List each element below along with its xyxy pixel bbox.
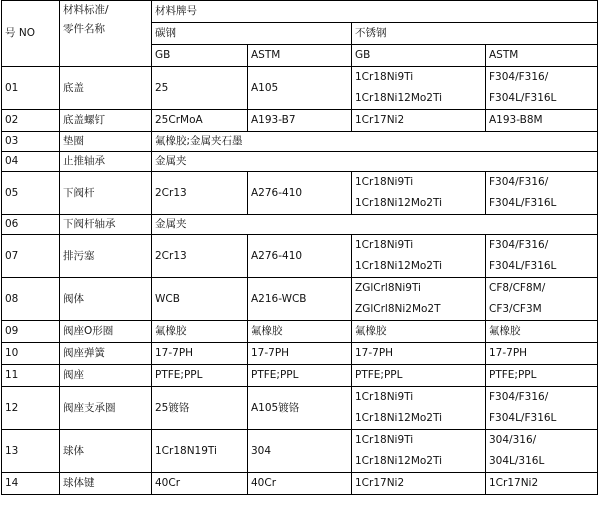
cell-line: F304/F316/ [489, 239, 549, 251]
table-row [2, 110, 598, 132]
row-carbon-gb: 17-7PH [152, 343, 248, 365]
cell-line: 1Cr18Ni9Ti [355, 391, 414, 403]
cell-line: F304/F316/ [489, 71, 549, 83]
table-row [2, 387, 598, 430]
row-stainless-gb [352, 430, 486, 473]
row-carbon-gb: 1Cr18N19Ti [152, 430, 248, 473]
table-row [2, 67, 598, 110]
row-no: 02 [2, 110, 60, 132]
cell-line: 304/316/ [489, 434, 537, 446]
row-stainless-astm [486, 110, 598, 132]
header-carbon-steel: 碳钢 [152, 23, 352, 45]
row-stainless-astm [486, 172, 598, 215]
row-part-name: 垫圈 [60, 132, 152, 152]
table-row [2, 343, 598, 365]
row-carbon-astm: 304 [248, 430, 352, 473]
cell-line: F304/F316/ [489, 391, 549, 403]
table-row [2, 473, 598, 495]
row-stainless-astm [486, 387, 598, 430]
table-row [2, 430, 598, 473]
row-carbon-gb: WCB [152, 278, 248, 321]
table-row [2, 321, 598, 343]
row-stainless-gb [352, 278, 486, 321]
cell-line: CF8/CF8M/ [489, 282, 546, 294]
header-part-line1: 材料标准/ [63, 4, 109, 16]
cell-line: PTFE;PPL [355, 369, 403, 381]
row-stainless-astm [486, 321, 598, 343]
row-carbon-astm: 17-7PH [248, 343, 352, 365]
cell-line: 1Cr18Ni9Ti [355, 176, 414, 188]
row-no: 10 [2, 343, 60, 365]
table-row [2, 172, 598, 215]
header-no: 号 NO [2, 1, 60, 67]
row-material-all: 金属夹 [152, 215, 598, 235]
row-stainless-astm [486, 67, 598, 110]
row-carbon-astm: A193-B7 [248, 110, 352, 132]
row-no: 06 [2, 215, 60, 235]
row-carbon-astm: A105镀铬 [248, 387, 352, 430]
cell-line: F304L/F316L [489, 260, 557, 272]
table-row [2, 152, 598, 172]
row-part-name: 下阀杆 [60, 172, 152, 215]
row-stainless-gb [352, 387, 486, 430]
row-material-all: 金属夹 [152, 152, 598, 172]
row-carbon-astm: A276-410 [248, 172, 352, 215]
row-carbon-gb: 25 [152, 67, 248, 110]
row-part-name: 止推轴承 [60, 152, 152, 172]
header-carbon-gb: GB [152, 45, 248, 67]
cell-line: 1Cr18Ni12Mo2Ti [355, 260, 442, 272]
cell-line: A193-B8M [489, 114, 543, 126]
row-part-name: 排污塞 [60, 235, 152, 278]
cell-line: 1Cr18Ni12Mo2Ti [355, 412, 442, 424]
row-stainless-astm [486, 343, 598, 365]
cell-line: F304L/F316L [489, 92, 557, 104]
cell-line: 1Cr18Ni9Ti [355, 434, 414, 446]
header-stainless-gb: GB [352, 45, 486, 67]
row-carbon-gb: 25镀铬 [152, 387, 248, 430]
cell-line: 17-7PH [355, 347, 394, 359]
cell-line: F304L/F316L [489, 412, 557, 424]
row-no: 01 [2, 67, 60, 110]
cell-line: ZGlCrl8Ni9Ti [355, 282, 421, 294]
table-body [2, 67, 598, 495]
cell-line: 1Cr18Ni12Mo2Ti [355, 92, 442, 104]
row-stainless-gb [352, 343, 486, 365]
row-stainless-astm [486, 473, 598, 495]
row-part-name: 阀座O形圈 [60, 321, 152, 343]
row-no: 05 [2, 172, 60, 215]
cell-line: F304L/F316L [489, 197, 557, 209]
row-no: 07 [2, 235, 60, 278]
row-no: 13 [2, 430, 60, 473]
cell-line: ZGlCrl8Ni2Mo2T [355, 303, 441, 315]
cell-line: F304/F316/ [489, 176, 549, 188]
row-part-name: 底盖螺钉 [60, 110, 152, 132]
cell-line: PTFE;PPL [489, 369, 537, 381]
row-no: 08 [2, 278, 60, 321]
row-no: 03 [2, 132, 60, 152]
row-stainless-astm [486, 430, 598, 473]
row-part-name: 球体 [60, 430, 152, 473]
row-material-all: 氟橡胶;金属夹石墨 [152, 132, 598, 152]
header-part-line2: 零件名称 [63, 23, 105, 35]
materials-table [1, 0, 598, 495]
cell-line: 1Cr18Ni9Ti [355, 239, 414, 251]
row-part-name: 底盖 [60, 67, 152, 110]
header-stainless-astm: ASTM [486, 45, 598, 67]
row-carbon-astm: A216-WCB [248, 278, 352, 321]
cell-line: 304L/316L [489, 455, 545, 467]
cell-line: 1Cr18Ni9Ti [355, 71, 414, 83]
row-stainless-gb [352, 321, 486, 343]
cell-line: 1Cr17Ni2 [355, 114, 405, 126]
header-material-grade: 材料牌号 [152, 1, 598, 23]
table-row [2, 132, 598, 152]
row-carbon-astm: PTFE;PPL [248, 365, 352, 387]
row-no: 09 [2, 321, 60, 343]
row-stainless-gb [352, 172, 486, 215]
row-no: 11 [2, 365, 60, 387]
row-stainless-gb [352, 473, 486, 495]
row-stainless-gb [352, 235, 486, 278]
row-part-name: 阀体 [60, 278, 152, 321]
cell-line: 1Cr18Ni12Mo2Ti [355, 455, 442, 467]
cell-line: 1Cr17Ni2 [489, 477, 539, 489]
row-carbon-gb: 25CrMoA [152, 110, 248, 132]
row-no: 04 [2, 152, 60, 172]
row-carbon-gb: PTFE;PPL [152, 365, 248, 387]
cell-line: CF3/CF3M [489, 303, 542, 315]
cell-line: 1Cr17Ni2 [355, 477, 405, 489]
row-stainless-astm [486, 365, 598, 387]
cell-line: 1Cr18Ni12Mo2Ti [355, 197, 442, 209]
table-row [2, 278, 598, 321]
row-no: 14 [2, 473, 60, 495]
row-no: 12 [2, 387, 60, 430]
row-carbon-astm: 氟橡胶 [248, 321, 352, 343]
row-stainless-astm [486, 235, 598, 278]
header-carbon-astm: ASTM [248, 45, 352, 67]
row-part-name: 阀座弹簧 [60, 343, 152, 365]
cell-line: 氟橡胶 [489, 325, 521, 337]
row-stainless-gb [352, 365, 486, 387]
row-carbon-gb: 氟橡胶 [152, 321, 248, 343]
row-stainless-gb [352, 67, 486, 110]
table-row [2, 215, 598, 235]
row-carbon-gb: 2Cr13 [152, 172, 248, 215]
header-part [60, 1, 152, 67]
row-part-name: 阀座支承圈 [60, 387, 152, 430]
row-carbon-gb: 40Cr [152, 473, 248, 495]
row-part-name: 球体键 [60, 473, 152, 495]
cell-line: 氟橡胶 [355, 325, 387, 337]
table-row [2, 235, 598, 278]
row-carbon-gb: 2Cr13 [152, 235, 248, 278]
cell-line: 17-7PH [489, 347, 528, 359]
row-part-name: 下阀杆轴承 [60, 215, 152, 235]
row-carbon-astm: 40Cr [248, 473, 352, 495]
row-carbon-astm: A276-410 [248, 235, 352, 278]
table-row [2, 365, 598, 387]
row-carbon-astm: A105 [248, 67, 352, 110]
row-part-name: 阀座 [60, 365, 152, 387]
row-stainless-astm [486, 278, 598, 321]
header-stainless-steel: 不锈钢 [352, 23, 598, 45]
row-stainless-gb [352, 110, 486, 132]
